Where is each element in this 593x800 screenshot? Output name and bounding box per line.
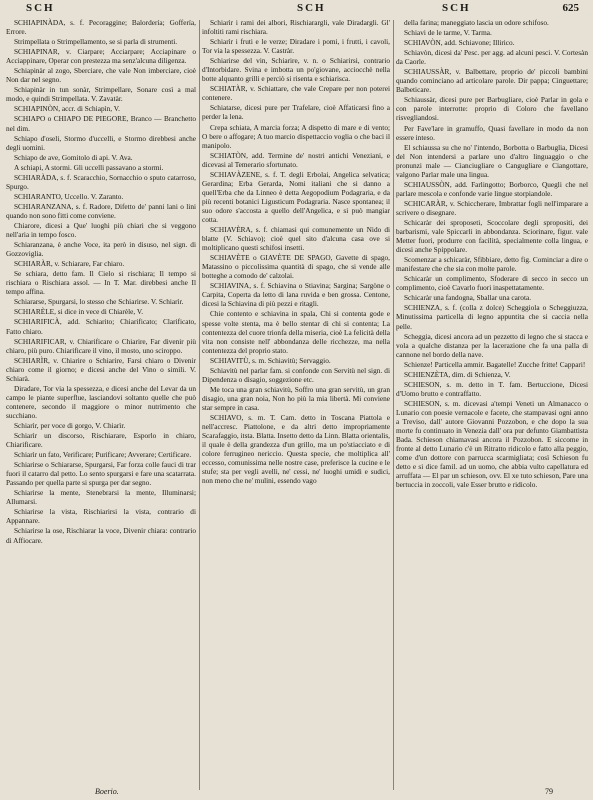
- dictionary-entry: SCHIAVÈRA, s. f. chiamasi qui comunemente un Nido di blatte (V. Schiavo); cioè quel sito d'alcuna casa ove si moltiplicano questi schifosi insetti.: [202, 225, 390, 253]
- dictionary-entry: Scomenzar a schicaràr, Sfibbiare, detto fig. Cominciar a dire o manifestare che che sia con molte parole.: [396, 255, 588, 274]
- dictionary-entry: Crepa schiata, A marcia forza; A dispetto di mare e di vento; O bere o affogare; A tuo marcio dispettaccio voglia o che baci il manipolo.: [202, 122, 390, 150]
- text-column-left: [6, 18, 196, 793]
- header-right: SCH: [442, 2, 471, 14]
- dictionary-entry: A schiapi, A stormi. Gli uccelli passavano a stormi.: [14, 162, 164, 172]
- column-rule: [199, 20, 200, 790]
- dictionary-entry: SCHIESON, s. m. dicevasi a'tempi Veneti un Almanacco o Lunario con poesie vernacole e facete, che stampavasi ogni anno a Treviso, dall' autore Giovanni Pozzobon, e che dopo la sua morte fu continuato in Venezia dall' ora pur defunto Giambattista Bada. Schieson chiamavasi ancora il Pozzobon. E siccome in fronte al detto Lunario c'è un Ritratto ridicolo e fatto alla peggio, come d'un dottore con parrucca scarmigliata; così Schieson fu detto e si dice famil. ad un uomo, che abbia vulto capellatura ed arruffata — El par un schieson, ovv. El xe tuto schieson, Pare una bertuccia in zoccoli, vale Esser brutto e ridicolo.: [396, 398, 588, 490]
- dictionary-entry: Schiapinàr in tun sonàr, Strimpellare, Sonare così a mal modo, e quindi Strimpellata. V. Zavatàr.: [6, 85, 196, 104]
- dictionary-entry: SCHIAPINÀDA, s. f. Pecoraggine; Balordería; Goffería, Errore.: [6, 18, 196, 37]
- dictionary-entry: SCHIARÀR, v. Schiarare, Far chiaro.: [14, 259, 125, 269]
- dictionary-entry: Per Fave'lare in gramuffo, Quasi favellare in modo da non essere inteso.: [396, 123, 588, 142]
- dictionary-entry: SCHIARANZANA, s. f. Radore, Difetto de' panni lani o lini quando non sono fitti come conviene.: [6, 201, 196, 220]
- dictionary-entry: Schicaràr una fandogna, Sballar una carota.: [404, 293, 532, 303]
- dictionary-entry: Me toca una gran schiavitù, Soffro una gran servitù, un gran disagio, una gran noia, Non ho più la mia libertà. Mi conviene star sempre in casa.: [202, 384, 390, 412]
- dictionary-entry: Schicaràr dei sproposeti, Scoccolare degli spropositi, dei barbarismi, vale Spiccarli in abbondanza. Sciorinare, figur. vale Metter fuori, produrre con facilità, specialmente colla lingua, e dicesi anche Spippolare.: [396, 217, 588, 255]
- column-rule: [393, 20, 394, 790]
- dictionary-entry: Diradare, Tor via la spessezza, e dicesi anche del Levar da un campo le piante superflue, lasciandovi soltanto quelle che può contenere, secondo il maggiore o minor nutrimento che succhiano.: [6, 383, 196, 420]
- dictionary-entry: SCHIAPO o CHIAPO DE PIEGORE, Branco — Branchetto nel dim.: [6, 114, 196, 133]
- dictionary-entry: Schiarìr i rami dei albori, Rischiarargli, vale Diradargli. Gl' infoltiti rami rischiara.: [202, 18, 390, 37]
- sheet-number: 79: [545, 787, 553, 796]
- dictionary-entry: SCHIATÒN, add. Termine de' nostri antichi Veneziani, e dicevasi al Temerario sfortunato.: [202, 150, 390, 169]
- dictionary-entry: Schiarirse del vin, Schiarire, v. n. o Schiarirsi, contrario d'Intorbidare. Svina e imbotta un po'giovane, acciocchè nella botte alquanto grilli e perciò si risenta e schiarisca.: [202, 56, 390, 84]
- dictionary-entry: Schiarirse la ose, Rischiarar la voce, Divenir chiara: contrario di Affiocare.: [6, 526, 196, 545]
- dictionary-entry: Schiarìr un discorso, Rischiarare, Esporlo in chiaro, Chiarificare.: [6, 431, 196, 450]
- header-left: SCH: [26, 2, 55, 14]
- dictionary-entry: Strimpellata o Strimpellamento, se si parla di strumenti.: [14, 37, 178, 47]
- dictionary-entry: Schiarirse la mente, Stenebrarsi la mente, Illuminarsi; Allumarsi.: [6, 488, 196, 507]
- dictionary-entry: Schiapinàr al zogo, Sberciare, che vale Non imberciare, cioè Non dar nel segno.: [6, 66, 196, 85]
- signature-mark: Boerio.: [95, 787, 119, 796]
- dictionary-entry: SCHIATÀR, v. Schiattare, che vale Crepare per non poterei contenere.: [202, 84, 390, 103]
- dictionary-entry: Chie contento e schiavina in spala, Chi si contenta gode e spesse volte stenta, ma è bello stentar di chi si contenta; La contentezza del cuore trionfa della miseria, cioè La felicità della vita non consiste nell' abbondanza delle ricchezze, ma nella contentezza del proprio stato.: [202, 309, 390, 355]
- text-column-middle: [202, 18, 390, 793]
- dictionary-entry: Schiaranzana, è anche Voce, ita però in disuso, nel sign. di Gozzoviglia.: [6, 240, 196, 259]
- dictionary-entry: Schiapo de ave, Gomitolo di api. V. Ava.: [14, 152, 133, 162]
- dictionary-entry: SCHIARÀDA, s. f. Scaracchio, Sornacchio o sputo catarroso, Spurgo.: [6, 172, 196, 191]
- running-header: [14, 2, 579, 16]
- dictionary-entry: Schiavitù nel parlar fam. si confonde con Servitù nel sign. di Dipendenza o disagio, soggezione etc.: [202, 365, 390, 384]
- dictionary-entry: Schicaràr un complimento, Sfoderare di secco in secco un complimento, cioè Cavarlo fuori inaspettatamente.: [396, 274, 588, 293]
- text-column-right: [396, 18, 588, 793]
- dictionary-entry: Schiapo d'oseli, Stormo d'uccelli, e Stormo direbbesi anche degli uomini.: [6, 133, 196, 152]
- dictionary-entry: Schiarirse la vista, Rischiarirsi la vista, contrario di Appannare.: [6, 507, 196, 526]
- dictionary-entry: SCHIARÈLE, si dice in vece di Chiarèle, V.: [14, 307, 144, 317]
- dictionary-entry: Schiarìr un fato, Verificare; Purificare; Avverare; Certificare.: [14, 450, 192, 460]
- header-middle: SCH: [297, 2, 326, 14]
- dictionary-entry: SCHIAVÈTE o GIAVÈTE DE SPAGO, Gavette di spago, Matassino o piccolissima quantità di spago, che si vende alle botteghe a comodo de' calzolai.: [202, 253, 390, 281]
- dictionary-entry: Schienze! Particella ammir. Bagatelle! Zucche fritte! Cappari!: [404, 359, 586, 369]
- dictionary-entry: SCHIENZA, s. f. (colla z dolce) Scheggiola o Scheggiuzza, Minutissima particella di legno appuntita che si caccia nella pelle.: [396, 303, 588, 331]
- dictionary-entry: SCHIAPINÒN, accr. di Schiapìn, V.: [14, 104, 120, 114]
- dictionary-entry: SCHIARÌR, v. Chiarire o Schiarire, Farsi chiaro o Divenir chiaro come il giorno; e dicesi anche del Vino o simili. V. Schiarà.: [6, 355, 196, 383]
- dictionary-entry: Schiavi de le tarme, V. Tarma.: [404, 28, 492, 38]
- dictionary-entry: SCHIAUSSÀR, v. Balbettare, proprio de' piccoli bambini quando cominciano ad articolare parole. Dir pappa; Cinguettare; Balbeticare.: [396, 67, 588, 95]
- dictionary-entry: SCHIAVÒN, add. Schiavone; Illirico.: [404, 38, 515, 48]
- dictionary-entry: SCHIARANTO, Uccello. V. Zaranto.: [14, 191, 124, 201]
- dictionary-entry: SCHIARIFICÀ, add. Schiarito; Chiarificato; Clarificato, Fatto chiaro.: [6, 317, 196, 336]
- dictionary-entry: SCHICARÀR, v. Schiccherare, Imbrattar fogli nell'imparare a scrivere o disegnare.: [396, 198, 588, 217]
- dictionary-entry: della farina; maneggiato lascia un odore schifoso.: [404, 18, 549, 27]
- dictionary-entry: SCHIAVINA, s. f. Schiavina o Stiavina; Sargina; Sargòne o Carpita, Coperta da letto di lana ruvida e ben grossa. Centone, dicesi la Schiavina di più pezzi e ritagli.: [202, 281, 390, 309]
- dictionary-entry: El schiaussa su che no' l'intendo, Borbotta o Barbuglia, Dicesi del Non intendersi a parlare uno d'altro linguaggio o che pronunzi male — Cianciugliare o Cangugliare e Ciangottare, valgono Parlar male una lingua.: [396, 142, 588, 179]
- dictionary-entry: SCHIAVÀZENE, s. f. T. degli Erbolai, Angelica selvatica; Gerardina; Erba Gerarda, Nomi italiani che si danno a quell'Erba che da Linneo è detta Aegopodium Podagraria, e da più recenti botanici Ligusticum Podagraria. Nasce spontanea; il suo odore s'accosta a quello dell'Angelica, e si può mangiar cotta.: [202, 169, 390, 224]
- dictionary-entry: SCHIESON, s. m. detto in T. fam. Bertuccione, Dicesi d'Uomo brutto e contraffatto.: [396, 379, 588, 398]
- dictionary-entry: Schiarìr, per voce di gorgo, V. Chiarìr.: [14, 420, 126, 430]
- page-number: 625: [562, 2, 579, 14]
- dictionary-entry: SCHIENZÈTA, dim. di Schienza, V.: [404, 369, 511, 379]
- dictionary-entry: SCHIARIFICAR, v. Chiarificare o Chiarire, Far divenir più chiaro, più puro. Chiarificare il vino, il mosto, uno sciroppo.: [6, 336, 196, 355]
- dictionary-entry: Schiararse, Spurgarsi, lo stesso che Schiarirse. V. Schiarìr.: [14, 297, 184, 307]
- dictionary-entry: Schiatarse, dicesi pure per Trafelare, cioè Affaticarsi fino a perder la lena.: [202, 103, 390, 122]
- dictionary-entry: SCHIAUSSÒN, add. Farlingotto; Borborco, Quegli che nel parlare mescola e confonde varie lingue storpiandole.: [396, 179, 588, 198]
- dictionary-entry: Chiarore, dicesi a Que' luoghi più chiari che si veggono nell'aria in tempo fosco.: [6, 220, 196, 240]
- dictionary-entry: SCHIAVITÙ, s. m. Schiavitù; Servaggio.: [210, 355, 331, 365]
- dictionary-entry: Se schiara, detto fam. Il Cielo si rischiara; Il tempo si rischiara o Rischiara assol. — In T. Mar. direbbesi anche Il tempo affina.: [6, 269, 196, 297]
- dictionary-entry: Schiaussàr, dicesi pure per Barbugliare, cioè Parlar in gola e con parole interrotte: proprio di Coloro che favellano risvegliandosi.: [396, 95, 588, 123]
- dictionary-entry: SCHIAPINAR, v. Ciarpare; Acciarpare; Acciapinare o Acciappinare, Operar con prestezza ma senz'alcuna diligenza.: [6, 47, 196, 66]
- dictionary-entry: Schiarìr i fruti e le verze; Diradare i pomi, i frutti, i cavoli, Tor via la spessezza. V. Castràr.: [202, 37, 390, 56]
- dictionary-entry: Schiavòn, dicesi da' Pesc. per agg. ad alcuni pesci. V. Cortesàn da Caorle.: [396, 48, 588, 67]
- dictionary-entry: Scheggia, dicesi ancora ad un pezzetto di legno che si stacca e vola a qualche distanza per la lacerazione che fa una palla di cannone nel bordo della nave.: [396, 331, 588, 359]
- dictionary-entry: SCHIAVO, s. m. T. Cam. detto in Toscana Piattola e nell'accresc. Piattolone, e da altri detto impropriamente Scarafaggio, itsta. Blatta. Insetto detto da Linn. Blatta orientalis, il quale è della grandezza d'un grillo, ma un po'stiacciato e di colore ferrugineo nericcio. Questa specie, che moltiplica all' eccesso, comunissima nelle nostre case, preferisce la cucine e le stufe; sta per vegli avelli, ne' cessi, ne' luoghi umidi e sudici, non meno che ne' mulini, essendo vago: [202, 412, 390, 486]
- dictionary-entry: Schiarirse o Schiararse, Spurgarsi, Far forza colle fauci di trar fuori il catarro dal petto. Lo sento spurgarsi e fare una scatarrata. Passando per quella parte si spurga per dar segno.: [6, 460, 196, 488]
